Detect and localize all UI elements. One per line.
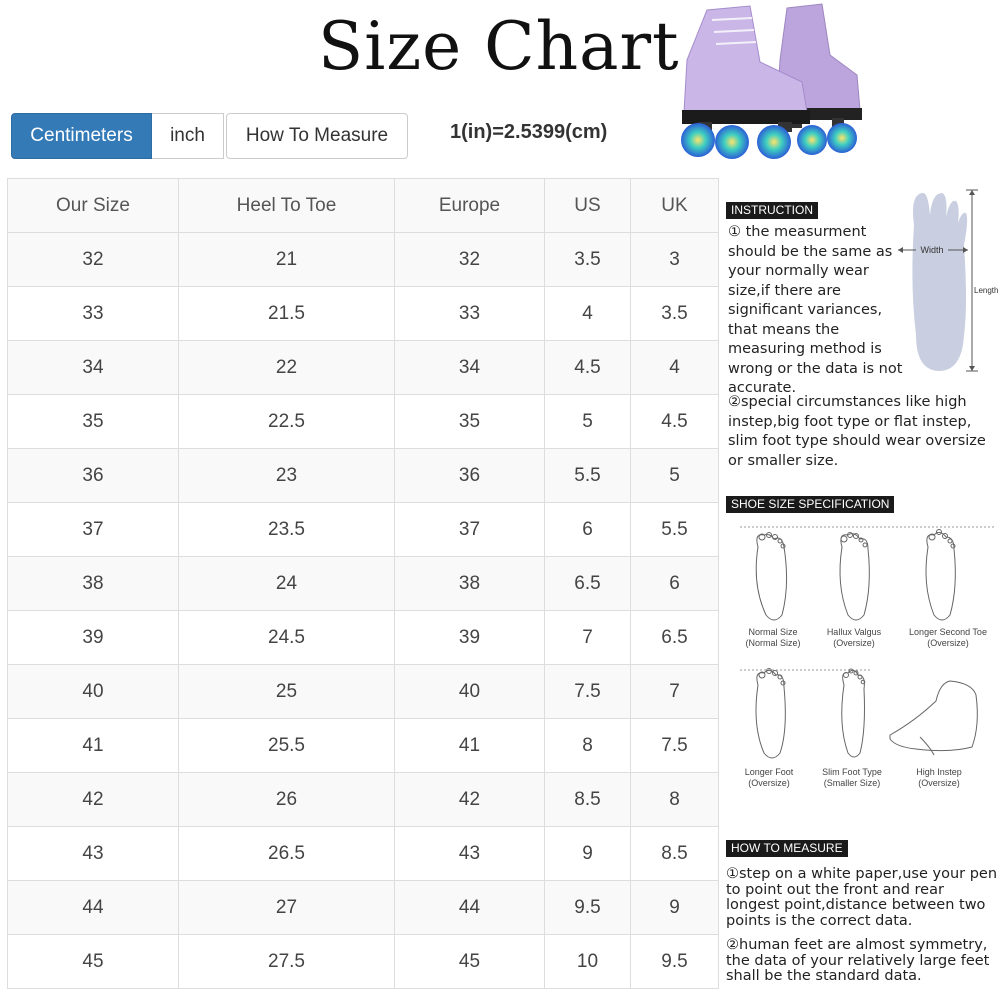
- cell-uk: 4.5: [631, 395, 719, 449]
- cell-our-size: 45: [8, 935, 179, 989]
- cell-uk: 9: [631, 881, 719, 935]
- tab-inch[interactable]: inch: [152, 113, 224, 159]
- cell-our-size: 40: [8, 665, 179, 719]
- page-title: Size Chart: [318, 8, 680, 85]
- cell-heel-to-toe: 21: [179, 233, 395, 287]
- foot-caption-second-toe: Longer Second Toe (Oversize): [909, 627, 987, 648]
- table-row: [8, 881, 719, 935]
- cell-our-size: 43: [8, 827, 179, 881]
- foot-caption-high-instep: High Instep (Oversize): [916, 767, 962, 788]
- header-uk: UK: [631, 179, 719, 233]
- cell-heel-to-toe: 23: [179, 449, 395, 503]
- cell-heel-to-toe: 22.5: [179, 395, 395, 449]
- foot-caption-longer: Longer Foot (Oversize): [744, 767, 794, 788]
- cell-heel-to-toe: 25.5: [179, 719, 395, 773]
- cell-europe: 39: [395, 611, 545, 665]
- cell-us: 4: [545, 287, 631, 341]
- cell-heel-to-toe: 23.5: [179, 503, 395, 557]
- spec-label: SHOE SIZE SPECIFICATION: [726, 496, 894, 513]
- cell-us: 8: [545, 719, 631, 773]
- cell-europe: 37: [395, 503, 545, 557]
- unit-tabs: [11, 113, 408, 159]
- table-row: [8, 449, 719, 503]
- instruction-text-1: ① the measurment should be the same as your normally wear size,if there are significant variances, that means the measuring method is wrong or the data is not accurate.: [728, 224, 903, 396]
- cell-europe: 38: [395, 557, 545, 611]
- cell-heel-to-toe: 25: [179, 665, 395, 719]
- cell-us: 7: [545, 611, 631, 665]
- header-heel-to-toe: Heel To Toe: [179, 179, 395, 233]
- cell-uk: 7: [631, 665, 719, 719]
- cell-our-size: 33: [8, 287, 179, 341]
- cell-uk: 3.5: [631, 287, 719, 341]
- cell-our-size: 32: [8, 233, 179, 287]
- foot-measure-diagram: [892, 185, 1000, 380]
- cell-europe: 41: [395, 719, 545, 773]
- table-row: [8, 773, 719, 827]
- tab-centimeters[interactable]: Centimeters: [11, 113, 152, 159]
- cell-heel-to-toe: 27: [179, 881, 395, 935]
- size-table: [7, 178, 719, 989]
- cell-our-size: 34: [8, 341, 179, 395]
- roller-skate-image: [672, 0, 872, 170]
- foot-caption-slim: Slim Foot Type (Smaller Size): [822, 767, 882, 788]
- cell-europe: 36: [395, 449, 545, 503]
- cell-uk: 7.5: [631, 719, 719, 773]
- how-to-measure-label: HOW TO MEASURE: [726, 840, 848, 857]
- cell-our-size: 38: [8, 557, 179, 611]
- cell-us: 3.5: [545, 233, 631, 287]
- cell-heel-to-toe: 22: [179, 341, 395, 395]
- cell-our-size: 37: [8, 503, 179, 557]
- foot-caption-hallux: Hallux Valgus (Oversize): [826, 627, 882, 648]
- table-row: [8, 395, 719, 449]
- cell-europe: 40: [395, 665, 545, 719]
- header-our-size: Our Size: [8, 179, 179, 233]
- table-row: [8, 665, 719, 719]
- table-row: [8, 611, 719, 665]
- cell-our-size: 35: [8, 395, 179, 449]
- cell-europe: 32: [395, 233, 545, 287]
- cell-us: 10: [545, 935, 631, 989]
- instruction-label: INSTRUCTION: [726, 202, 818, 219]
- cell-us: 6.5: [545, 557, 631, 611]
- table-row: [8, 341, 719, 395]
- cell-uk: 6.5: [631, 611, 719, 665]
- conversion-note: 1(in)=2.5399(cm): [450, 121, 608, 143]
- cell-our-size: 36: [8, 449, 179, 503]
- cell-our-size: 44: [8, 881, 179, 935]
- foot-caption-normal: Normal Size (Normal Size): [745, 627, 801, 648]
- cell-uk: 6: [631, 557, 719, 611]
- cell-us: 5.5: [545, 449, 631, 503]
- width-label: Width: [920, 245, 944, 255]
- header-us: US: [545, 179, 631, 233]
- table-row: [8, 503, 719, 557]
- table-row: [8, 827, 719, 881]
- how-to-measure-text-2: ②human feet are almost symmetry, the data of your relatively large feet shall be the standard data.: [726, 937, 990, 984]
- cell-us: 6: [545, 503, 631, 557]
- cell-europe: 33: [395, 287, 545, 341]
- cell-our-size: 39: [8, 611, 179, 665]
- table-row: [8, 233, 719, 287]
- cell-heel-to-toe: 26: [179, 773, 395, 827]
- cell-our-size: 42: [8, 773, 179, 827]
- cell-europe: 34: [395, 341, 545, 395]
- cell-uk: 5: [631, 449, 719, 503]
- cell-europe: 35: [395, 395, 545, 449]
- length-label: Length: [974, 286, 999, 295]
- cell-heel-to-toe: 26.5: [179, 827, 395, 881]
- table-row: [8, 719, 719, 773]
- cell-uk: 8: [631, 773, 719, 827]
- cell-uk: 5.5: [631, 503, 719, 557]
- cell-us: 9.5: [545, 881, 631, 935]
- cell-uk: 3: [631, 233, 719, 287]
- table-row: [8, 935, 719, 989]
- foot-types-diagram: [740, 525, 995, 800]
- cell-us: 5: [545, 395, 631, 449]
- cell-heel-to-toe: 21.5: [179, 287, 395, 341]
- cell-uk: 8.5: [631, 827, 719, 881]
- cell-us: 9: [545, 827, 631, 881]
- cell-europe: 44: [395, 881, 545, 935]
- cell-us: 7.5: [545, 665, 631, 719]
- table-row: [8, 287, 719, 341]
- cell-heel-to-toe: 24: [179, 557, 395, 611]
- cell-europe: 42: [395, 773, 545, 827]
- how-to-measure-text-1: ①step on a white paper,use your pen to point out the front and rear longest point,distance between two points is the correct data.: [726, 866, 998, 929]
- tab-how-to-measure[interactable]: How To Measure: [226, 113, 408, 159]
- cell-heel-to-toe: 27.5: [179, 935, 395, 989]
- cell-europe: 43: [395, 827, 545, 881]
- table-header-row: [8, 179, 719, 233]
- cell-uk: 4: [631, 341, 719, 395]
- cell-our-size: 41: [8, 719, 179, 773]
- cell-heel-to-toe: 24.5: [179, 611, 395, 665]
- header-europe: Europe: [395, 179, 545, 233]
- cell-uk: 9.5: [631, 935, 719, 989]
- cell-us: 8.5: [545, 773, 631, 827]
- cell-europe: 45: [395, 935, 545, 989]
- table-row: [8, 557, 719, 611]
- instruction-text-2: ②special circumstances like high instep,big foot type or flat instep, slim foot type should wear oversize or smaller size.: [728, 394, 986, 469]
- cell-us: 4.5: [545, 341, 631, 395]
